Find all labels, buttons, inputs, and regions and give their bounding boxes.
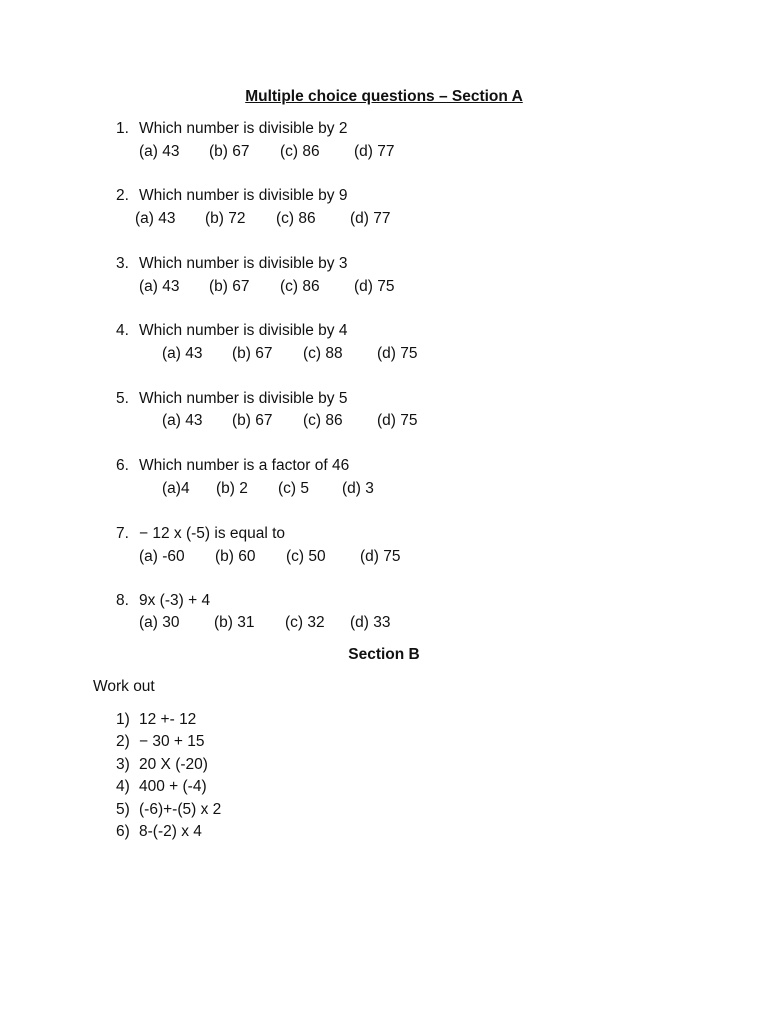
section-b-instruction: Work out: [93, 678, 155, 695]
item-number: 2): [116, 733, 130, 750]
question-number: 5.: [116, 390, 129, 407]
option-a: (a) -60: [139, 548, 185, 565]
question-5: [116, 390, 347, 408]
option-d: (d) 33: [350, 614, 391, 631]
question-4: [116, 322, 347, 340]
option-d: (d) 75: [360, 548, 401, 565]
option-b: (b) 67: [209, 278, 250, 295]
list-item: [116, 756, 208, 774]
item-number: 4): [116, 778, 130, 795]
item-number: 5): [116, 801, 130, 818]
option-a: (a) 43: [139, 143, 180, 160]
item-text: 400 + (-4): [139, 778, 207, 795]
option-d: (d) 75: [354, 278, 395, 295]
item-text: − 30 + 15: [139, 733, 205, 750]
option-b: (b) 31: [214, 614, 255, 631]
item-text: 12 +- 12: [139, 711, 197, 728]
item-number: 3): [116, 756, 130, 773]
option-a: (a) 43: [162, 412, 203, 429]
item-number: 1): [116, 711, 130, 728]
option-c: (c) 86: [303, 412, 343, 429]
question-8: [116, 592, 210, 610]
question-1-options: [139, 143, 395, 161]
question-3: [116, 255, 347, 273]
option-b: (b) 72: [205, 210, 246, 227]
option-c: (c) 88: [303, 345, 343, 362]
option-c: (c) 86: [280, 278, 320, 295]
option-c: (c) 86: [276, 210, 316, 227]
item-text: 8-(-2) x 4: [139, 823, 202, 840]
option-c: (c) 32: [285, 614, 325, 631]
option-b: (b) 67: [232, 345, 273, 362]
question-number: 6.: [116, 457, 129, 474]
section-b-title: Section B: [348, 646, 420, 663]
option-b: (b) 67: [232, 412, 273, 429]
question-text: Which number is divisible by 9: [139, 187, 348, 204]
option-d: (d) 77: [354, 143, 395, 160]
question-6-options: [162, 480, 374, 498]
question-text: − 12 x (-5) is equal to: [139, 525, 286, 542]
question-number: 4.: [116, 322, 129, 339]
option-a: (a) 43: [139, 278, 180, 295]
option-b: (b) 2: [216, 480, 248, 497]
item-number: 6): [116, 823, 130, 840]
question-number: 1.: [116, 120, 129, 137]
question-number: 7.: [116, 525, 129, 542]
question-text: 9x (-3) + 4: [139, 592, 211, 609]
question-8-options: [139, 614, 391, 632]
option-c: (c) 5: [278, 480, 309, 497]
question-7: [116, 525, 285, 543]
option-d: (d) 75: [377, 412, 418, 429]
option-b: (b) 60: [215, 548, 256, 565]
question-2-options: [135, 210, 391, 228]
question-number: 3.: [116, 255, 129, 272]
question-6: [116, 457, 349, 475]
option-a: (a) 43: [135, 210, 176, 227]
question-text: Which number is divisible by 4: [139, 322, 348, 339]
list-item: [116, 778, 207, 796]
question-4-options: [162, 345, 418, 363]
option-a: (a)4: [162, 480, 190, 497]
option-a: (a) 43: [162, 345, 203, 362]
list-item: [116, 733, 205, 751]
option-a: (a) 30: [139, 614, 180, 631]
question-text: Which number is divisible by 3: [139, 255, 348, 272]
option-d: (d) 77: [350, 210, 391, 227]
question-3-options: [139, 278, 395, 296]
item-text: 20 X (-20): [139, 756, 208, 773]
question-5-options: [162, 412, 418, 430]
question-2: [116, 187, 347, 205]
question-text: Which number is divisible by 2: [139, 120, 348, 137]
section-a-title: Multiple choice questions – Section A: [245, 88, 523, 105]
option-d: (d) 75: [377, 345, 418, 362]
option-b: (b) 67: [209, 143, 250, 160]
option-d: (d) 3: [342, 480, 374, 497]
question-1: [116, 120, 347, 138]
question-text: Which number is divisible by 5: [139, 390, 348, 407]
question-text: Which number is a factor of 46: [139, 457, 350, 474]
question-7-options: [139, 548, 401, 566]
item-text: (-6)+-(5) x 2: [139, 801, 222, 818]
list-item: [116, 823, 202, 841]
question-number: 2.: [116, 187, 129, 204]
option-c: (c) 86: [280, 143, 320, 160]
list-item: [116, 801, 221, 819]
option-c: (c) 50: [286, 548, 326, 565]
question-number: 8.: [116, 592, 129, 609]
list-item: [116, 711, 196, 729]
